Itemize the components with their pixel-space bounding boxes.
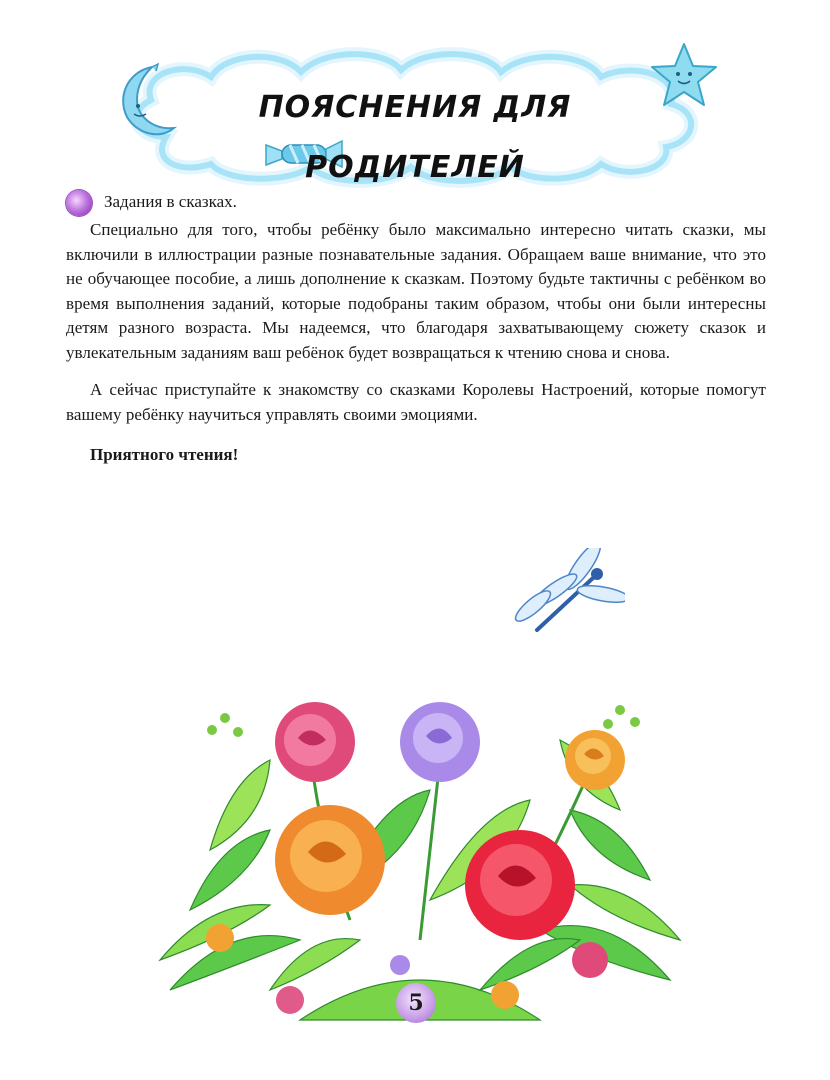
page-title: ПОЯСНЕНИЯ ДЛЯ РОДИТЕЛЕЙ	[258, 90, 572, 185]
section-heading-text: Задания в сказках.	[104, 192, 237, 211]
crescent-moon-icon	[112, 62, 182, 142]
parent-notes-content	[66, 188, 766, 467]
closing-line: Приятного чтения!	[90, 445, 239, 464]
section-heading	[66, 188, 766, 218]
page-number: 5	[396, 983, 436, 1023]
paragraph: А сейчас приступайте к знакомству со сказками Королевы Настроений, которые помогут вашему ребёнку научиться управлять своими эмоциями.	[66, 380, 766, 424]
smiling-star-icon	[648, 40, 720, 110]
paragraph: Специально для того, чтобы ребёнку было максимально интересно читать сказки, мы включили в иллюстрации разные познавательные задания. Обращаем ваше внимание, что это не обучающее пособие, а лишь дополнение к сказкам. Поэтому будьте тактичны с ребёнком во время выполнения заданий, которые подобраны таким образом, чтобы они были интересны детям разного возраста. Мы надеемся, что благодаря захватывающему сюжету сказок и увлекательным заданиям ваш ребёнок будет возвращаться к чтению снова и снова.	[66, 220, 766, 362]
dragonfly-illustration	[505, 548, 625, 648]
purple-sphere-icon	[66, 190, 92, 216]
